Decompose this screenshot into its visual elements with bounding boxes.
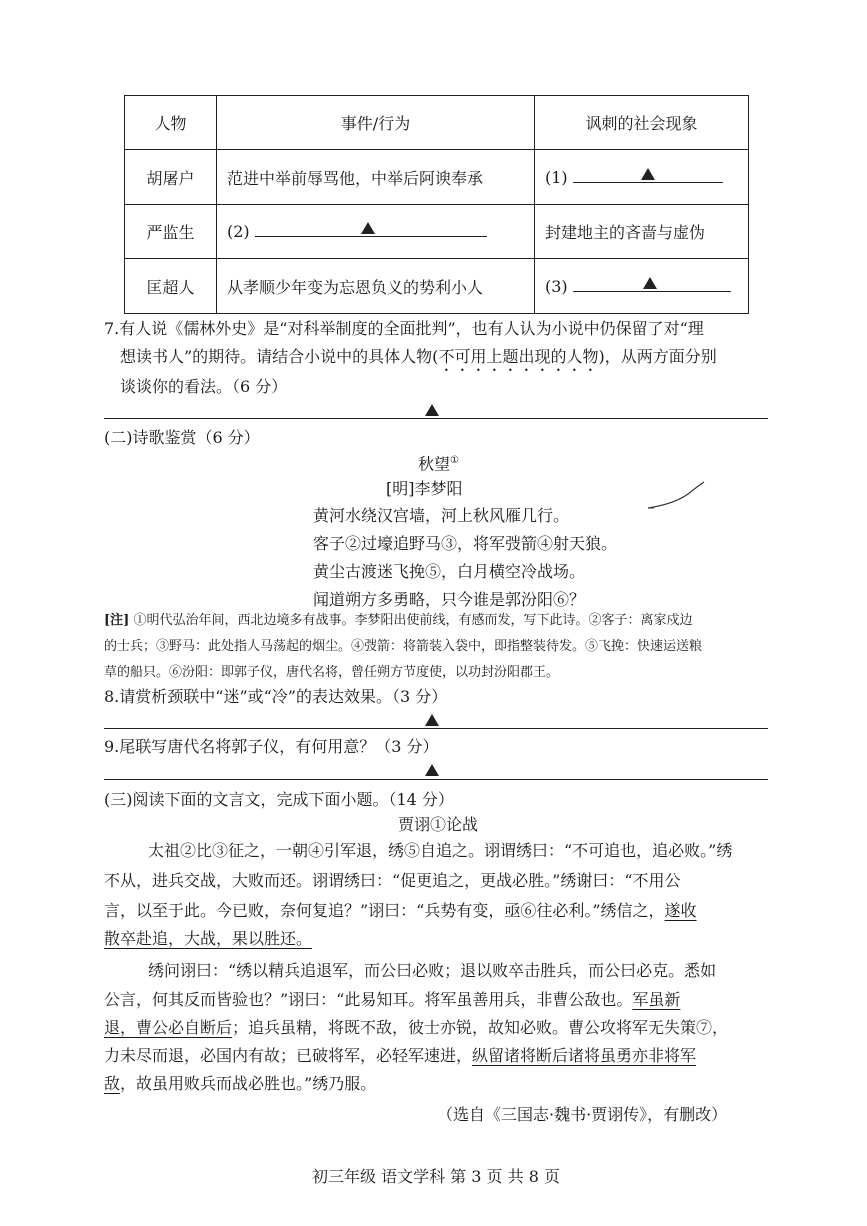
row3-person: 匡超人: [125, 259, 217, 314]
header-person: 人物: [125, 96, 217, 150]
row3-phenomenon-cell[interactable]: [535, 259, 749, 314]
answer-line-q8[interactable]: [104, 728, 768, 729]
q7-line2: 想读书人”的期待。请结合小说中的具体人物(不可用上题出现的人物)，从两方面分别: [120, 347, 717, 366]
classical-p1-line2: 不从，进兵交战，大败而还。诩谓绣曰：“促更追之，更战必胜。”绣谢曰：“不用公: [104, 871, 681, 890]
answer-marker-icon: [425, 404, 439, 416]
answer-blank-2[interactable]: [255, 222, 487, 237]
classical-p1-line1: 太祖②比③征之，一朝④引军退，绣⑤自追之。诩谓绣曰：“不可追也，追必败。”绣: [148, 841, 733, 860]
poem-heading: (二)诗歌鉴赏（6 分）: [104, 428, 260, 447]
q7-emphasis: 不可用上题出现的人物: [438, 347, 599, 366]
answer-line-q7[interactable]: [104, 418, 768, 419]
header-event: 事件/行为: [217, 96, 535, 150]
answer-line-q9[interactable]: [104, 779, 768, 780]
answer-blank-1[interactable]: [573, 168, 723, 183]
classical-source: （选自《三国志·魏书·贾诩传》，有删改）: [437, 1105, 728, 1124]
blank-label-2: (2): [227, 222, 250, 241]
row2-phenomenon: 封建地主的吝啬与虚伪: [535, 205, 749, 259]
underlined-sentence-1b: 散卒赴追，大战，果以胜还。: [104, 929, 313, 948]
underlined-sentence-2b: 退，曹公必自断后: [104, 1018, 233, 1037]
page-footer: 初三年级 语文学科 第 3 页 共 8 页: [312, 1167, 560, 1186]
row1-person: 胡屠户: [125, 150, 217, 205]
classical-p2-line5: 敌，故虽用败兵而战必胜也。”绣乃服。: [104, 1074, 377, 1093]
underlined-sentence-2a: 军虽新: [632, 990, 681, 1009]
classical-p2-line2: 公言，何其反而皆验也？”诩曰：“此易知耳。将军虽善用兵，非曹公敌也。军虽新: [104, 990, 681, 1009]
pen-mark-icon: [644, 480, 708, 512]
poem-note-3: 草的船只。⑥汾阳：即郭子仪，唐代名将，曾任朔方节度使，以功封汾阳郡王。: [104, 665, 560, 680]
underlined-sentence-3b: 敌: [104, 1074, 121, 1093]
poem-line-3: 黄尘古渡迷飞挽⑤，白月横空冷战场。: [313, 562, 586, 581]
q9-text: 9.尾联写唐代名将郭子仪，有何用意？（3 分）: [104, 737, 439, 756]
classical-p2-line4: 力未尽而退，必国内有故；已破将军，必轻军速进，纵留诸将断后诸将虽勇亦非将军: [104, 1046, 697, 1065]
blank-label-1: (1): [545, 167, 568, 187]
row2-person: 严监生: [125, 205, 217, 259]
row1-phenomenon-cell[interactable]: [535, 150, 749, 205]
poem-title: 秋望①: [418, 454, 459, 474]
classical-p2-line3: 退，曹公必自断后；追兵虽精，将既不敌，彼士亦锐，故知必败。曹公攻将军无失策⑦，: [104, 1018, 729, 1037]
poem-author: [明]李梦阳: [386, 479, 463, 498]
poem-line-2: 客子②过壕追野马③，将军弢箭④射天狼。: [313, 534, 618, 553]
classical-p1-line3: 言，以至于此。今已败，奈何复追？”诩曰：“兵势有变，亟⑥往必利。”绣信之，遂收: [104, 901, 697, 920]
row1-event: 范进中举前辱骂他，中举后阿谀奉承: [217, 150, 535, 205]
q8-text: 8.请赏析颈联中“迷”或“冷”的表达效果。（3 分）: [104, 687, 448, 706]
answer-marker-icon: [643, 277, 657, 289]
q7-line1: 7.有人说《儒林外史》是“对科举制度的全面批判”，也有人认为小说中仍保留了对“理: [104, 319, 704, 338]
classical-p1-line4: [104, 928, 312, 950]
blank-label-3: (3): [545, 276, 568, 296]
row3-event: 从孝顺少年变为忘恩负义的势利小人: [217, 259, 535, 314]
q7-line3: 谈谈你的看法。（6 分）: [120, 377, 288, 396]
poem-note-1: [注] ①明代弘治年间，西北边境多有战事。李梦阳出使前线，有感而发，写下此诗。②客子：离家戍边: [104, 613, 693, 628]
classical-title: 贾诩①论战: [398, 815, 479, 834]
poem-line-4: 闻道朔方多勇略，只今谁是郭汾阳⑥？: [313, 590, 586, 609]
answer-marker-icon: [425, 764, 439, 776]
classical-p2-line1: 绣问诩曰：“绣以精兵追退军，而公曰必败；退以败卒击胜兵，而公曰必克。悉如: [148, 961, 717, 980]
answer-marker-icon: [361, 222, 375, 234]
answer-marker-icon: [425, 714, 439, 726]
answer-blank-3[interactable]: [573, 277, 731, 292]
answer-marker-icon: [641, 168, 655, 180]
row2-event-cell[interactable]: [217, 205, 535, 259]
classical-heading: (三)阅读下面的文言文，完成下面小题。（14 分）: [104, 790, 454, 809]
header-phenomenon: 讽刺的社会现象: [535, 96, 749, 150]
character-table: [124, 95, 749, 314]
underlined-sentence-3a: 纵留诸将断后诸将虽勇亦非将军: [472, 1046, 697, 1065]
poem-line-1: 黄河水绕汉宫墙，河上秋风雁几行。: [313, 506, 570, 525]
poem-note-2: 的士兵；③野马：此处指人马荡起的烟尘。④弢箭：将箭装入袋中，即指整装待发。⑤飞挽：快速运送粮: [104, 639, 703, 654]
underlined-sentence-1a: 遂收: [664, 901, 697, 920]
